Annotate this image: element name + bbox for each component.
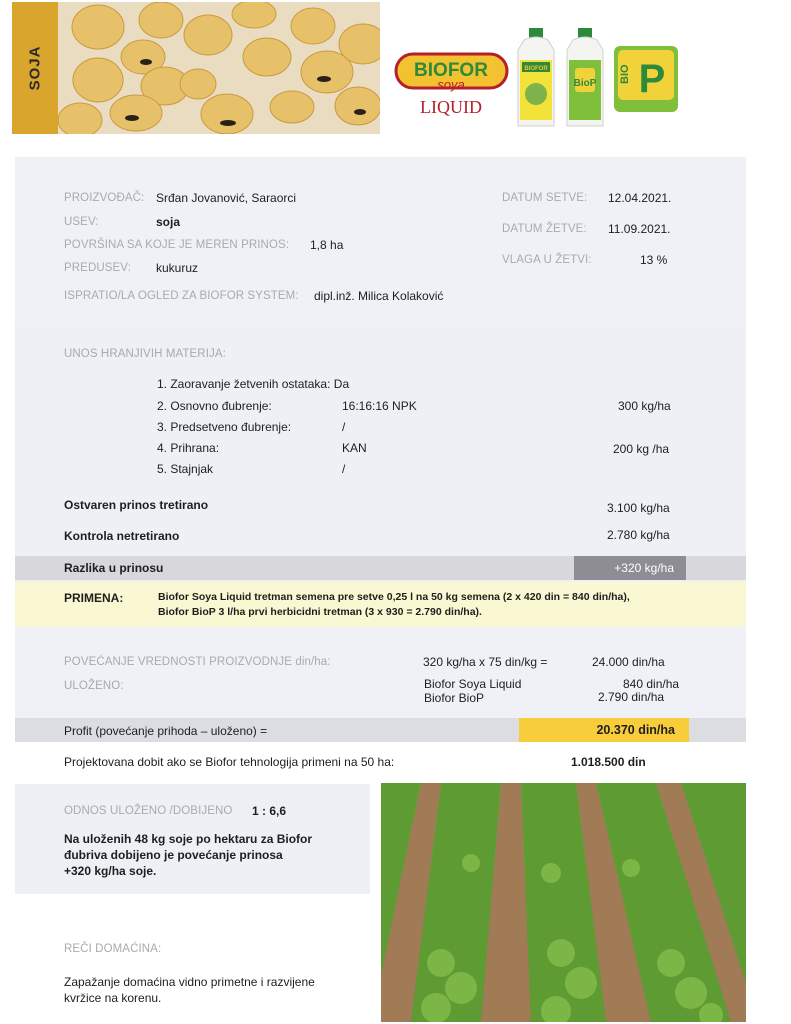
profit-value: 20.370 din/ha: [519, 718, 689, 742]
crop-label: USEV:: [64, 216, 99, 228]
yield-difference-value: +320 kg/ha: [574, 556, 686, 580]
invested-label: ULOŽENO:: [64, 680, 124, 692]
nutrient-item-2: 2. Osnovno đubrenje:: [157, 399, 272, 413]
producer-label: PROIZVOĐAČ:: [64, 192, 145, 204]
nutrient-item-5-detail: /: [342, 462, 346, 476]
soybean-field-photo: [381, 783, 746, 1022]
biofor-soya-liquid-logo: [394, 50, 509, 120]
soybeans-photo: [58, 2, 380, 134]
nutrient-item-4: 4. Prihrana:: [157, 441, 220, 455]
nutrient-item-4-detail: KAN: [342, 441, 367, 455]
invested-item-2-value: 2.790 din/ha: [598, 690, 665, 704]
nutrient-item-5: 5. Stajnjak: [157, 462, 214, 476]
host-words-line-2: kvržice na korenu.: [64, 991, 162, 1005]
ratio-text-3: +320 kg/ha soje.: [64, 864, 157, 878]
area-label: POVRŠINA SA KOJE JE MEREN PRINOS:: [64, 239, 290, 251]
invested-item-1-name: Biofor Soya Liquid: [424, 677, 522, 691]
crop-value: soja: [156, 215, 181, 229]
value-increase-calc: 320 kg/ha x 75 din/kg =: [423, 655, 548, 669]
producer-value: Srđan Jovanović, Saraorci: [156, 191, 297, 205]
logo-liquid-text: LIQUID: [420, 97, 482, 117]
soybean-field-image: [381, 783, 746, 1022]
value-increase-amount: 24.000 din/ha: [592, 655, 665, 669]
application-label: PRIMENA:: [64, 591, 124, 605]
biop-p-text: P: [638, 57, 666, 101]
ratio-label: ODNOS ULOŽENO /DOBIJENO: [64, 805, 233, 817]
invested-item-1-value: 840 din/ha: [623, 677, 680, 691]
crop-tag-label: SOJA: [26, 45, 44, 91]
control-yield-label: Kontrola netretirano: [64, 529, 180, 543]
control-yield-value: 2.780 kg/ha: [607, 528, 670, 542]
logo-brand-text: BIOFOR: [414, 60, 488, 81]
nutrient-item-2-detail: 16:16:16 NPK: [342, 399, 417, 413]
biop-logo: [614, 46, 678, 112]
ratio-value: 1 : 6,6: [252, 804, 287, 818]
biop-bio-text: BIO: [619, 64, 631, 84]
crop-tag: [12, 2, 58, 134]
application-line-1: Biofor Soya Liquid tretman semena pre setve 0,25 l na 50 kg semena (2 x 420 din = 840 din/ha),: [158, 591, 630, 603]
soybeans-image: [58, 2, 380, 134]
nutrient-item-4-amount: 200 kg /ha: [613, 442, 670, 456]
inspector-label: ISPRATIO/LA OGLED ZA BIOFOR SYSTEM:: [64, 290, 299, 302]
moisture-value: 13 %: [640, 253, 668, 267]
nutrients-title: UNOS HRANJIVIH MATERIJA:: [64, 348, 226, 360]
application-line-2: Biofor BioP 3 l/ha prvi herbicidni tretman (3 x 930 = 2.790 din/ha).: [158, 606, 482, 618]
application-row: [15, 582, 746, 627]
host-words-line-1: Zapažanje domaćina vidno primetne i razvijene: [64, 975, 315, 989]
biofor-biop-bottle: [563, 28, 607, 128]
nutrient-item-3: 3. Predsetveno đubrenje:: [157, 420, 292, 434]
precrop-value: kukuruz: [156, 261, 199, 275]
biofor-soya-bottle: [514, 28, 558, 128]
inspector-value: dipl.inž. Milica Kolaković: [314, 289, 444, 303]
harvest-date-value: 11.09.2021.: [608, 222, 671, 236]
profit-label: Profit (povećanje prihoda – uloženo) =: [64, 724, 268, 738]
value-increase-label: POVEĆANJE VREDNOSTI PROIZVODNJE din/ha:: [64, 656, 331, 668]
bottle2-label: BioP: [573, 78, 597, 89]
precrop-label: PREDUSEV:: [64, 262, 131, 274]
nutrient-item-2-amount: 300 kg/ha: [618, 399, 671, 413]
logo-sub-text: soya: [437, 77, 465, 92]
harvest-date-label: DATUM ŽETVE:: [502, 223, 587, 235]
projected-profit-label: Projektovana dobit ako se Biofor tehnologija primeni na 50 ha:: [64, 755, 395, 769]
treated-yield-label: Ostvaren prinos tretirano: [64, 498, 209, 512]
ratio-text-2: đubriva dobijeno je povećanje prinosa: [64, 848, 283, 862]
sowing-date-label: DATUM SETVE:: [502, 192, 588, 204]
yield-difference-label: Razlika u prinosu: [64, 561, 164, 575]
nutrient-item-1: 1. Zaoravanje žetvenih ostataka: Da: [157, 377, 350, 391]
host-words-label: REČI DOMAĆINA:: [64, 943, 162, 955]
treated-yield-value: 3.100 kg/ha: [607, 501, 670, 515]
nutrient-item-3-detail: /: [342, 420, 346, 434]
bottle1-label: BIOFOR: [524, 66, 548, 72]
sowing-date-value: 12.04.2021.: [608, 191, 672, 205]
area-value: 1,8 ha: [310, 238, 344, 252]
invested-item-2-name: Biofor BioP: [424, 691, 485, 705]
ratio-text-1: Na uloženih 48 kg soje po hektaru za Biofor: [64, 832, 313, 846]
projected-profit-value: 1.018.500 din: [571, 755, 646, 769]
moisture-label: VLAGA U ŽETVI:: [502, 254, 592, 266]
